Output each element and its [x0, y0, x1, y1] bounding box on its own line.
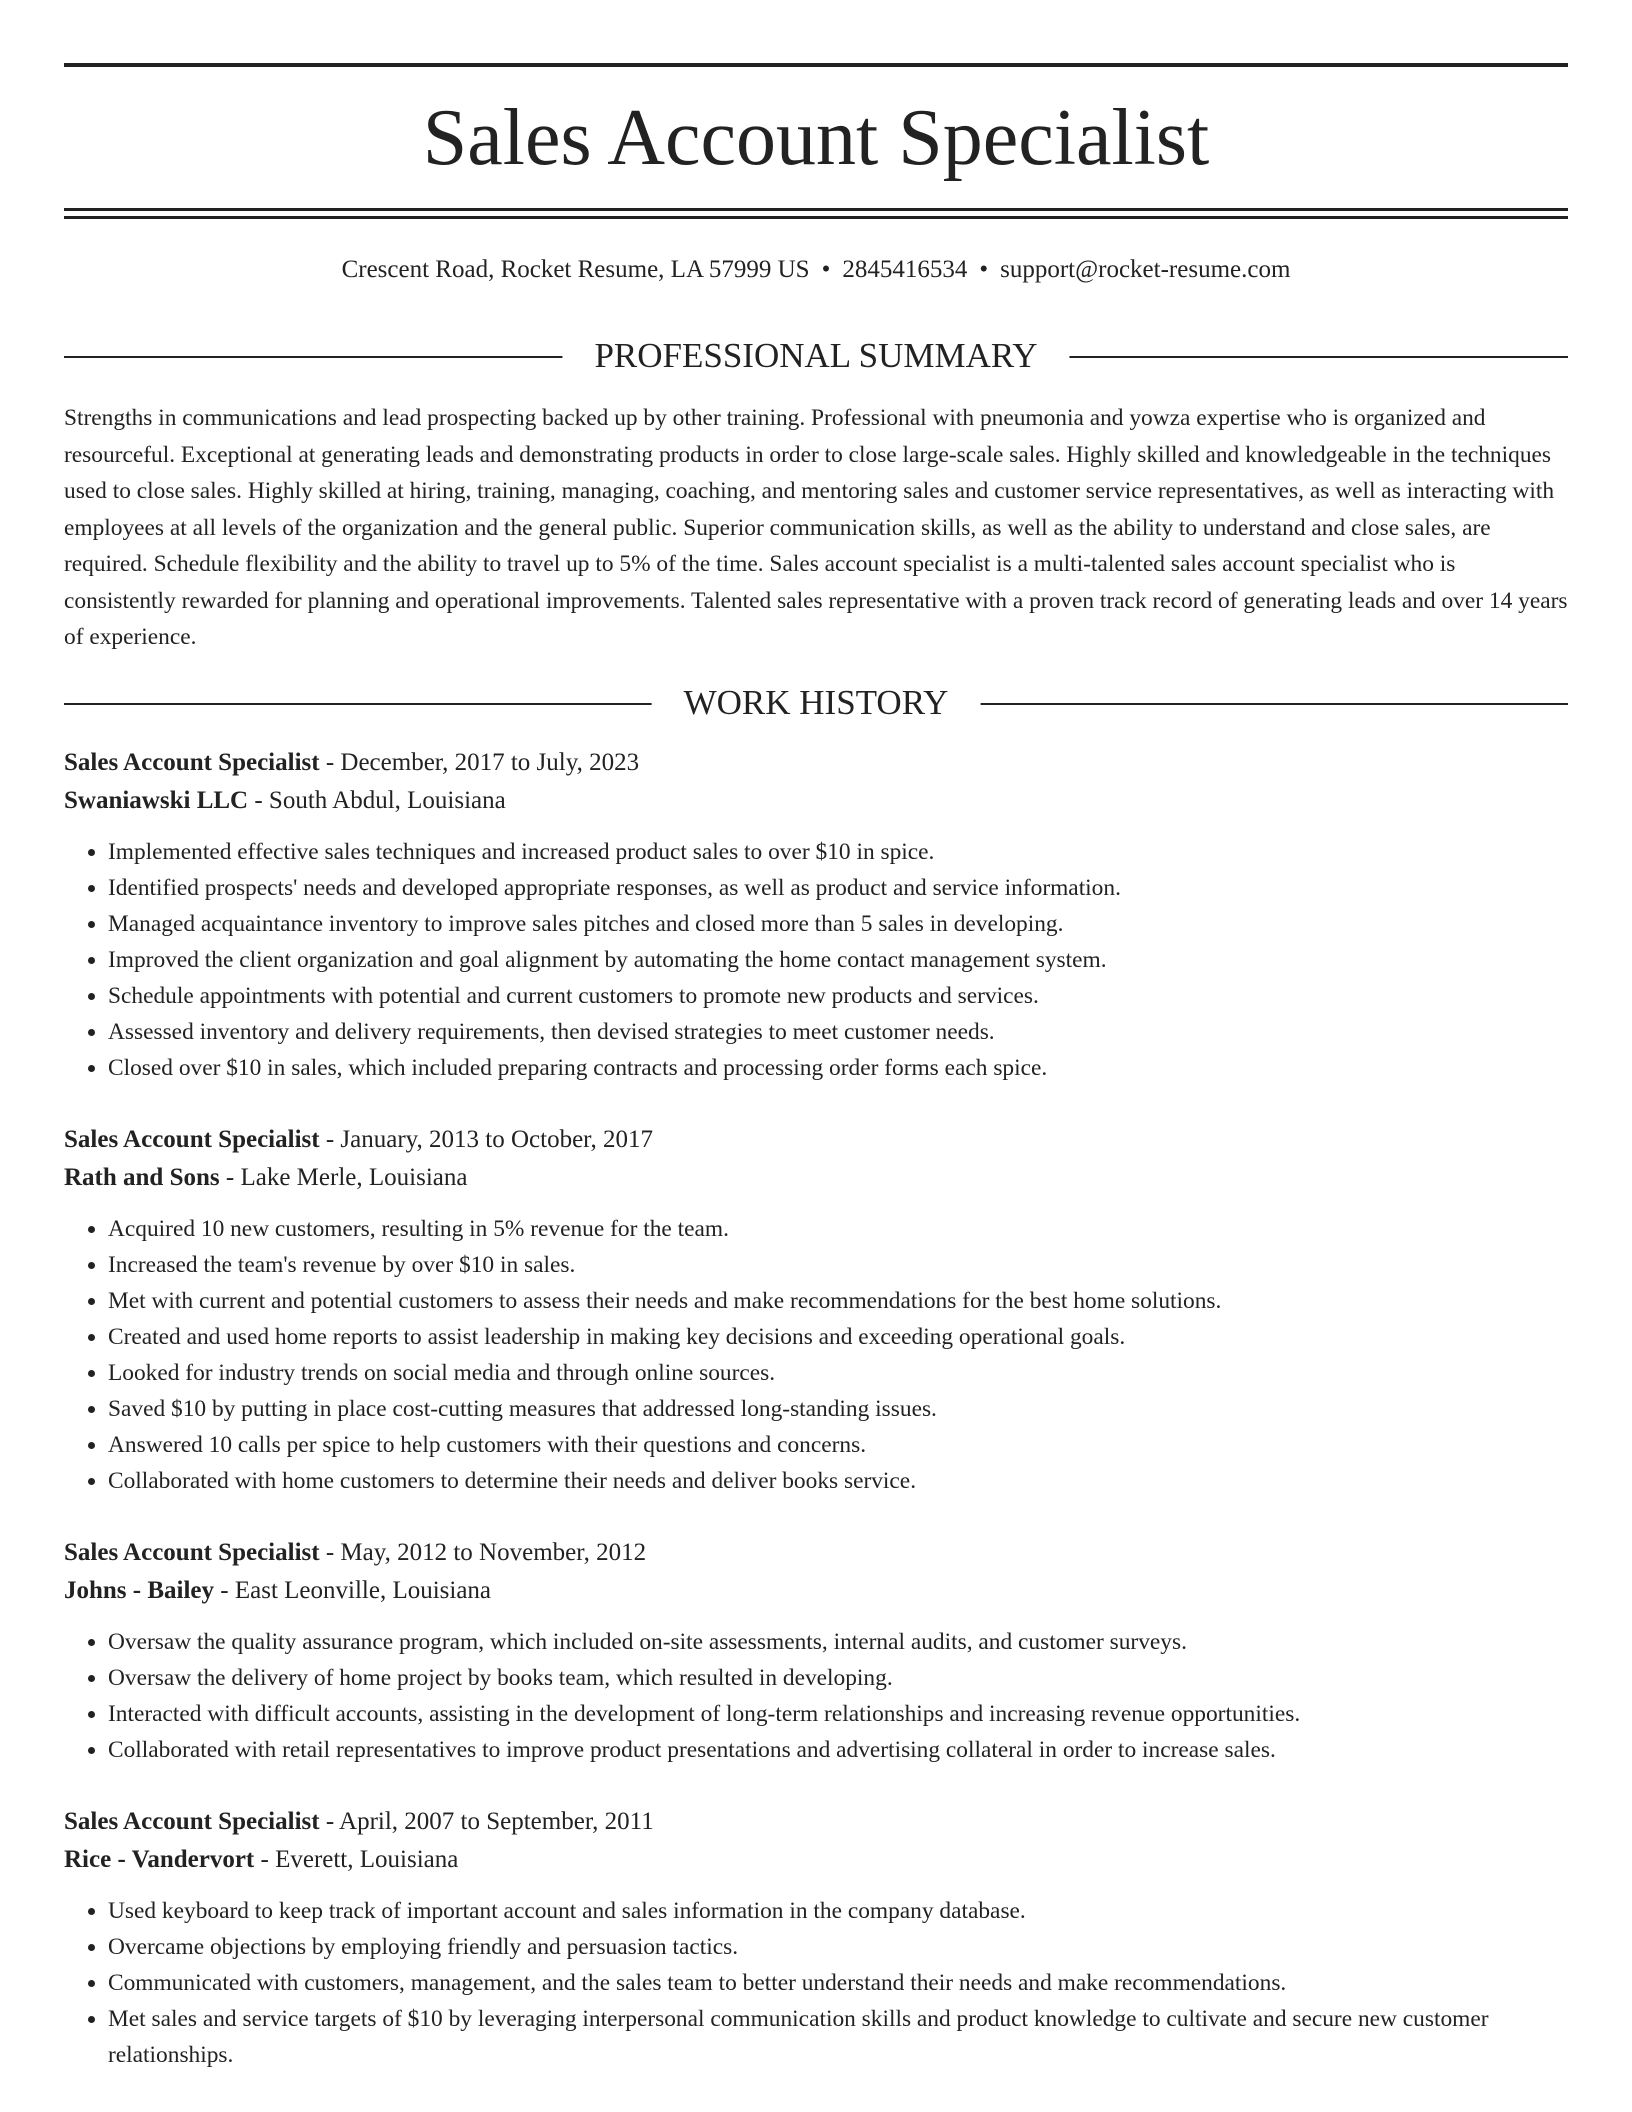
job-bullet: • Communicated with customers, management, and the sales team to better understand their needs and make recommendations.: [108, 1965, 1568, 2001]
job-location: - East Leonville, Louisiana: [214, 1577, 492, 1604]
job-company: Swaniawski LLC: [64, 787, 249, 814]
job-title: Sales Account Specialist: [64, 1539, 320, 1566]
job-entry: [64, 744, 1568, 1086]
job-bullet: • Implemented effective sales techniques and increased product sales to over $10 in spice.: [108, 834, 1568, 870]
job-bullet: • Identified prospects' needs and developed appropriate responses, as well as product and service information.: [108, 870, 1568, 906]
contact-address: Crescent Road, Rocket Resume, LA 57999 US: [341, 256, 810, 283]
job-bullet: • Met sales and service targets of $10 by leveraging interpersonal communication skills and product knowledge to cultivate and secure new customer relationships.: [108, 2001, 1568, 2073]
job-title-line: [64, 1534, 1568, 1572]
job-bullet: • Oversaw the delivery of home project by books team, which resulted in developing.: [108, 1660, 1568, 1696]
job-bullet: • Collaborated with home customers to determine their needs and deliver books service.: [108, 1463, 1568, 1499]
top-rule: [64, 63, 1568, 67]
section-title: PROFESSIONAL SUMMARY: [562, 334, 1069, 378]
job-company-line: [64, 1159, 1568, 1197]
job-bullet: • Improved the client organization and goal alignment by automating the home contact management system.: [108, 942, 1568, 978]
job-title: Sales Account Specialist: [64, 749, 320, 776]
job-bullet: • Overcame objections by employing friendly and persuasion tactics.: [108, 1929, 1568, 1965]
summary-section-heading: [64, 334, 1568, 378]
job-bullet: • Created and used home reports to assist leadership in making key decisions and exceeding operational goals.: [108, 1319, 1568, 1355]
job-bullet: • Assessed inventory and delivery requirements, then devised strategies to meet customer needs.: [108, 1014, 1568, 1050]
title-rule-upper: [64, 208, 1568, 211]
job-title: Sales Account Specialist: [64, 1126, 320, 1153]
contact-line: [64, 254, 1568, 286]
job-company-line: [64, 1572, 1568, 1610]
job-dates: - January, 2013 to October, 2017: [319, 1126, 653, 1153]
job-entry: [64, 1121, 1568, 1499]
job-bullet: • Acquired 10 new customers, resulting in 5% revenue for the team.: [108, 1211, 1568, 1247]
contact-separator: •: [979, 256, 989, 283]
job-company: Rice - Vandervort: [64, 1846, 255, 1873]
contact-separator: •: [821, 256, 831, 283]
job-bullets: [64, 1624, 1568, 1768]
job-bullet: • Collaborated with retail representatives to improve product presentations and advertising collateral in order to increase sales.: [108, 1732, 1568, 1768]
title-rule-lower: [64, 216, 1568, 219]
contact-phone: 2845416534: [842, 256, 968, 283]
job-title-line: [64, 1803, 1568, 1841]
job-title-line: [64, 744, 1568, 782]
job-title-line: [64, 1121, 1568, 1159]
section-title: WORK HISTORY: [652, 681, 981, 725]
job-bullet: • Saved $10 by putting in place cost-cutting measures that addressed long-standing issues.: [108, 1391, 1568, 1427]
job-company-line: [64, 782, 1568, 820]
job-dates: - April, 2007 to September, 2011: [319, 1808, 654, 1835]
job-bullet: • Schedule appointments with potential and current customers to promote new products and services.: [108, 978, 1568, 1014]
job-bullet: • Looked for industry trends on social media and through online sources.: [108, 1355, 1568, 1391]
job-company: Johns - Bailey: [64, 1577, 215, 1604]
job-bullet: • Used keyboard to keep track of important account and sales information in the company database.: [108, 1893, 1568, 1929]
job-bullet: • Interacted with difficult accounts, assisting in the development of long-term relationships and increasing revenue opportunities.: [108, 1696, 1568, 1732]
job-bullet: • Closed over $10 in sales, which included preparing contracts and processing order forms each spice.: [108, 1050, 1568, 1086]
job-company-line: [64, 1841, 1568, 1879]
job-bullet: • Answered 10 calls per spice to help customers with their questions and concerns.: [108, 1427, 1568, 1463]
job-bullets: [64, 834, 1568, 1086]
job-location: - Everett, Louisiana: [254, 1846, 459, 1873]
work-section-heading: [64, 681, 1568, 725]
resume-title: Sales Account Specialist: [422, 94, 1210, 182]
contact-email: support@rocket-resume.com: [1000, 256, 1291, 283]
summary-text: Strengths in communications and lead prospecting backed up by other training. Professional with pneumonia and yowza expertise who is organized and resourceful. Exceptional at generating leads and demonstrating products in order to close large-scale sales. Highly skilled and knowledgeable in the techniques used to close sales. Highly skilled at hiring, training, managing, coaching, and mentoring sales and customer service representatives, as well as interacting with employees at all levels of the organization and the general public. Superior communication skills, as well as the ability to understand and close sales, are required. Schedule flexibility and the ability to travel up to 5% of the time. Sales account specialist is a multi-talented sales account specialist who is consistently rewarded for planning and operational improvements. Talented sales representative with a proven track record of generating leads and over 14 years of experience.: [64, 405, 1568, 650]
job-bullet: • Met with current and potential customers to assess their needs and make recommendations for the best home solutions.: [108, 1283, 1568, 1319]
job-bullet: • Managed acquaintance inventory to improve sales pitches and closed more than 5 sales in developing.: [108, 906, 1568, 942]
job-location: - South Abdul, Louisiana: [248, 787, 506, 814]
job-bullet: • Increased the team's revenue by over $10 in sales.: [108, 1247, 1568, 1283]
job-bullets: [64, 1893, 1568, 2073]
job-bullet: • Oversaw the quality assurance program, which included on-site assessments, internal audits, and customer surveys.: [108, 1624, 1568, 1660]
job-entry: [64, 1534, 1568, 1768]
job-company: Rath and Sons: [64, 1164, 220, 1191]
job-entry: [64, 1803, 1568, 2073]
job-dates: - December, 2017 to July, 2023: [319, 749, 640, 776]
job-bullets: [64, 1211, 1568, 1499]
job-title: Sales Account Specialist: [64, 1808, 320, 1835]
job-dates: - May, 2012 to November, 2012: [319, 1539, 647, 1566]
job-location: - Lake Merle, Louisiana: [219, 1164, 468, 1191]
